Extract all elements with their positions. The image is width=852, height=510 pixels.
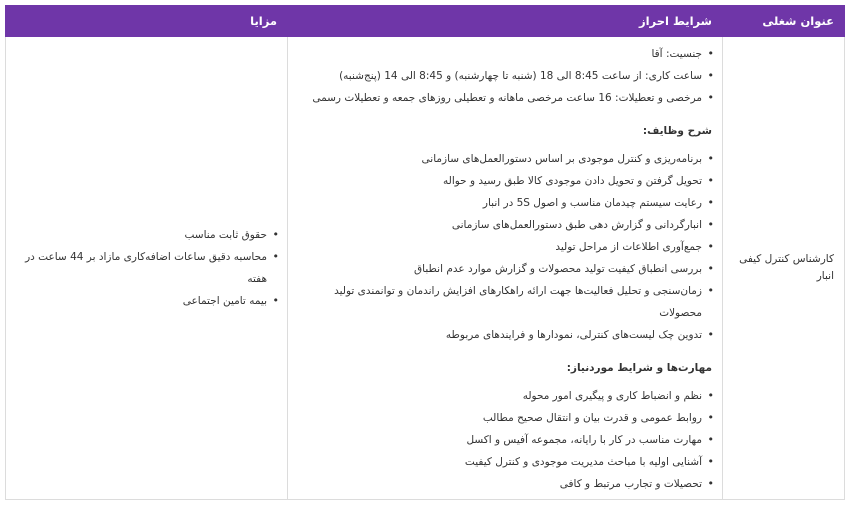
benefits-cell (6, 37, 288, 500)
skills-list (298, 385, 712, 495)
requirements-cell (288, 37, 723, 500)
list-item: • بیمه تامین اجتماعی (16, 290, 267, 312)
benefits-list (16, 224, 277, 312)
job-table-container (5, 5, 844, 500)
list-item: • تحصیلات و تجارب مرتبط و کافی (298, 473, 702, 495)
table-header-row (6, 6, 845, 37)
list-item: • تدوین چک لیست‌های کنترلی، نمودارها و فرایندهای مربوطه (298, 324, 702, 346)
list-item: • روابط عمومی و قدرت بیان و انتقال صحیح مطالب (298, 407, 702, 429)
job-table (5, 5, 845, 500)
duties-heading: شرح وظایف: (642, 125, 712, 137)
list-item: • جمع‌آوری اطلاعات از مراحل تولید (298, 236, 702, 258)
list-item: • رعایت سیستم چیدمان مناسب و اصول 5S در انبار (298, 192, 702, 214)
list-item: • برنامه‌ریزی و کنترل موجودی بر اساس دستورالعمل‌های سازمانی (298, 148, 702, 170)
list-item: • نظم و انضباط کاری و پیگیری امور محوله (298, 385, 702, 407)
job-title: کارشناس کنترل کیفی انبار (739, 253, 834, 282)
list-item: • بررسی انطباق کیفیت تولید محصولات و گزارش موارد عدم انطباق (298, 258, 702, 280)
table-row (6, 37, 845, 500)
skills-heading: مهارت‌ها و شرایط موردنیاز: (566, 362, 712, 374)
list-item: • انبارگردانی و گزارش دهی طبق دستورالعمل‌های سازمانی (298, 214, 702, 236)
header-job-title: عنوان شغلی (723, 6, 845, 37)
list-item: • جنسیت: آقا (298, 43, 702, 65)
header-requirements: شرایط احراز (288, 6, 723, 37)
job-title-cell (723, 37, 845, 500)
list-item: • محاسبه دقیق ساعات اضافه‌کاری مازاد بر 44 ساعت در هفته (16, 246, 267, 290)
list-item: • حقوق ثابت مناسب (16, 224, 267, 246)
list-item: • زمان‌سنجی و تحلیل فعالیت‌ها جهت ارائه راهکارهای افزایش راندمان و توانمندی تولید محصولات (298, 280, 702, 324)
list-item: • ساعت کاری: از ساعت 8:45 الی 18 (شنبه تا چهارشنبه) و 8:45 الی 14 (پنج‌شنبه) (298, 65, 702, 87)
list-item: • تحویل گرفتن و تحویل دادن موجودی کالا طبق رسید و حواله (298, 170, 702, 192)
conditions-list (298, 43, 712, 109)
list-item: • مهارت مناسب در کار با رایانه، مجموعه آفیس و اکسل (298, 429, 702, 451)
list-item: • آشنایی اولیه با مباحث مدیریت موجودی و کنترل کیفیت (298, 451, 702, 473)
header-benefits: مزایا (6, 6, 288, 37)
duties-list (298, 148, 712, 346)
list-item: • مرخصی و تعطیلات: 16 ساعت مرخصی ماهانه و تعطیلی روزهای جمعه و تعطیلات رسمی (298, 87, 702, 109)
